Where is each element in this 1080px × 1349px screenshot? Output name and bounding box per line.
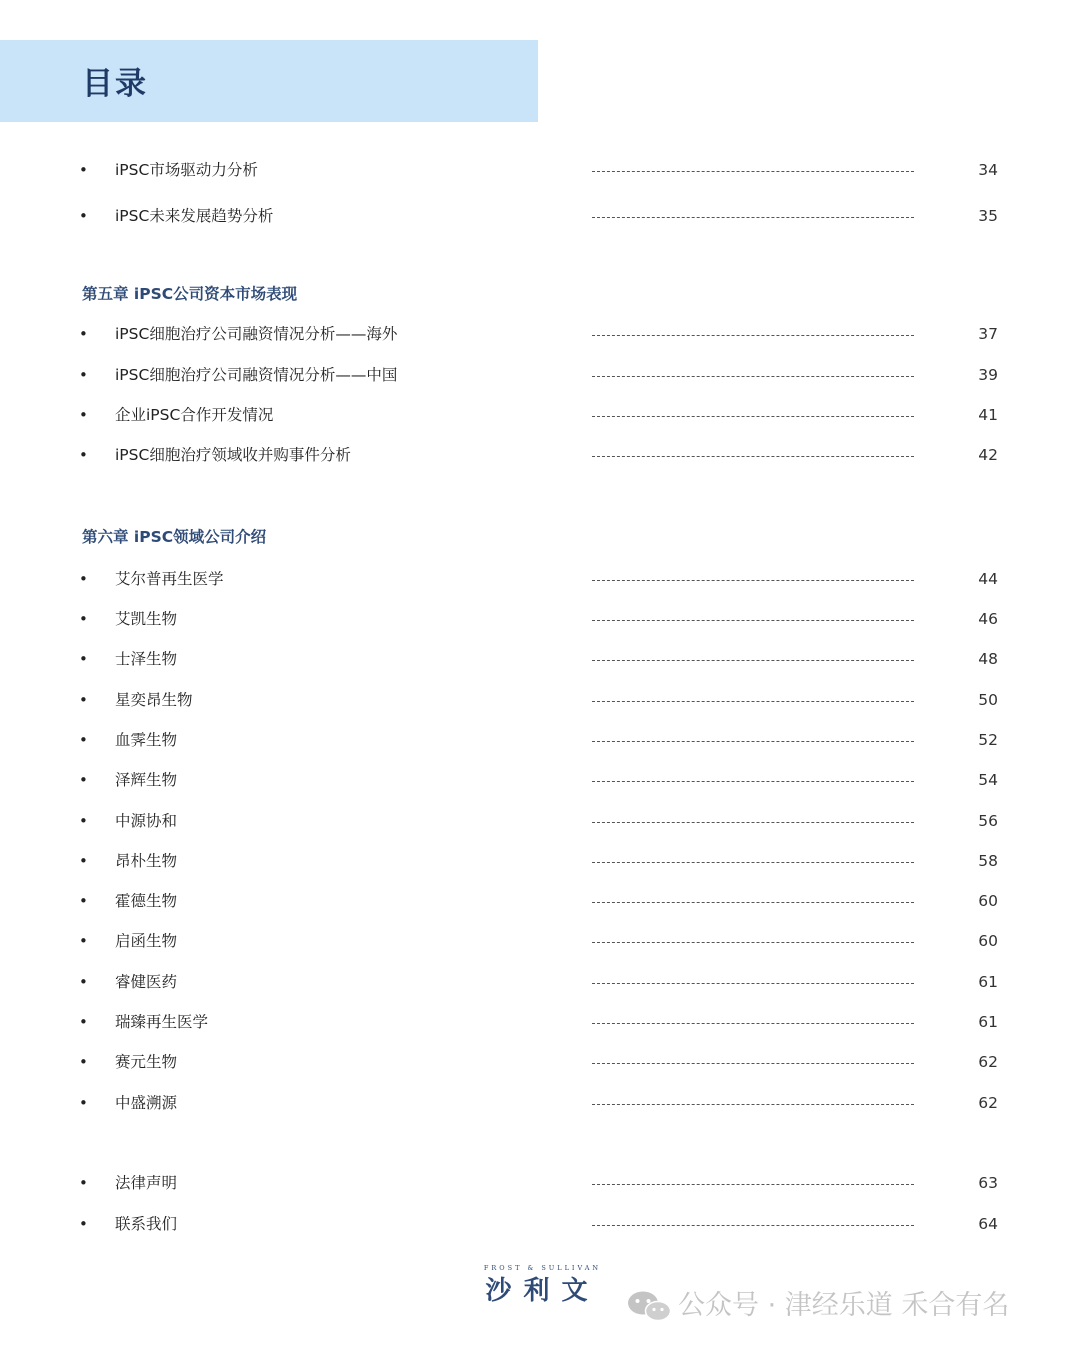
dotted-leader (592, 862, 914, 863)
dotted-leader (592, 416, 914, 417)
toc-entry-label: 昂朴生物 (115, 852, 178, 870)
logo-english: FROST & SULLIVAN (483, 1264, 602, 1272)
dotted-leader (592, 580, 914, 581)
toc-entry-page: 56 (978, 812, 998, 830)
dotted-leader (592, 1184, 914, 1185)
toc-entry[interactable] (0, 321, 1080, 347)
toc-entry-label: 联系我们 (115, 1215, 178, 1233)
bullet: • (79, 366, 88, 384)
toc-entry-page: 42 (978, 446, 998, 464)
toc-entry[interactable] (0, 1170, 1080, 1196)
bullet: • (79, 406, 88, 424)
toc-entry-page: 63 (978, 1174, 998, 1192)
bullet: • (79, 932, 88, 950)
dotted-leader (592, 1104, 914, 1105)
toc-entry-page: 50 (978, 691, 998, 709)
toc-entry[interactable] (0, 928, 1080, 954)
watermark-text: 公众号 · 津经乐道 禾合有名 (678, 1290, 1010, 1321)
page-title: 目录 (82, 66, 148, 102)
wechat-icon (626, 1290, 672, 1322)
toc-entry-page: 58 (978, 852, 998, 870)
toc-entry-label: 睿健医药 (115, 973, 178, 991)
toc-entry[interactable] (0, 808, 1080, 834)
toc-entry[interactable] (0, 1009, 1080, 1035)
toc-entry[interactable] (0, 402, 1080, 428)
bullet: • (79, 852, 88, 870)
toc-entry-label: 法律声明 (115, 1174, 178, 1192)
toc-entry-page: 41 (978, 406, 998, 424)
bullet: • (79, 691, 88, 709)
toc-entry-page: 64 (978, 1215, 998, 1233)
toc-entry-page: 54 (978, 771, 998, 789)
toc-entry-page: 37 (978, 325, 998, 343)
toc-entry-label: iPSC细胞治疗领域收并购事件分析 (115, 446, 351, 464)
toc-entry-page: 39 (978, 366, 998, 384)
toc-entry-page: 62 (978, 1094, 998, 1112)
toc-entry-page: 48 (978, 650, 998, 668)
chapter-heading: 第五章 iPSC公司资本市场表现 (82, 285, 298, 303)
toc-entry[interactable] (0, 888, 1080, 914)
bullet: • (79, 325, 88, 343)
dotted-leader (592, 1063, 914, 1064)
toc-entry[interactable] (0, 969, 1080, 995)
toc-entry-page: 44 (978, 570, 998, 588)
dotted-leader (592, 1023, 914, 1024)
bullet: • (79, 1094, 88, 1112)
dotted-leader (592, 456, 914, 457)
toc-entry-label: 启函生物 (115, 932, 178, 950)
dotted-leader (592, 1225, 914, 1226)
toc-entry-page: 52 (978, 731, 998, 749)
title-band (0, 40, 538, 122)
dotted-leader (592, 701, 914, 702)
toc-entry[interactable] (0, 727, 1080, 753)
toc-entry-page: 60 (978, 932, 998, 950)
dotted-leader (592, 620, 914, 621)
bullet: • (79, 1174, 88, 1192)
toc-entry-label: 中源协和 (115, 812, 178, 830)
bullet: • (79, 771, 88, 789)
bullet: • (79, 161, 88, 179)
toc-entry-label: 血霁生物 (115, 731, 178, 749)
dotted-leader (592, 335, 914, 336)
bullet: • (79, 892, 88, 910)
toc-entry[interactable] (0, 646, 1080, 672)
bullet: • (79, 570, 88, 588)
bullet: • (79, 446, 88, 464)
toc-entry-page: 61 (978, 973, 998, 991)
toc-entry-label: iPSC细胞治疗公司融资情况分析——中国 (115, 366, 398, 384)
dotted-leader (592, 942, 914, 943)
toc-entry-label: 士泽生物 (115, 650, 178, 668)
toc-entry-label: 泽辉生物 (115, 771, 178, 789)
logo-chinese: 沙利文 (485, 1276, 600, 1306)
dotted-leader (592, 217, 914, 218)
toc-entry-label: iPSC细胞治疗公司融资情况分析——海外 (115, 325, 398, 343)
toc-entry-page: 61 (978, 1013, 998, 1031)
bullet: • (79, 1053, 88, 1071)
bullet: • (79, 812, 88, 830)
bullet: • (79, 207, 88, 225)
toc-entry-label: iPSC市场驱动力分析 (115, 161, 258, 179)
toc-entry[interactable] (0, 362, 1080, 388)
bullet: • (79, 1013, 88, 1031)
toc-entry[interactable] (0, 767, 1080, 793)
toc-entry-page: 46 (978, 610, 998, 628)
bullet: • (79, 731, 88, 749)
toc-entry-page: 35 (978, 207, 998, 225)
toc-entry[interactable] (0, 566, 1080, 592)
toc-entry-label: 星奕昂生物 (115, 691, 193, 709)
toc-entry[interactable] (0, 1090, 1080, 1116)
toc-entry-label: 赛元生物 (115, 1053, 178, 1071)
toc-entry[interactable] (0, 848, 1080, 874)
toc-entry-label: 艾凯生物 (115, 610, 178, 628)
toc-entry-page: 60 (978, 892, 998, 910)
toc-entry[interactable] (0, 157, 1080, 183)
dotted-leader (592, 376, 914, 377)
toc-entry-page: 34 (978, 161, 998, 179)
bullet: • (79, 1215, 88, 1233)
toc-entry-label: 中盛溯源 (115, 1094, 178, 1112)
toc-entry[interactable] (0, 1049, 1080, 1075)
dotted-leader (592, 171, 914, 172)
toc-entry-label: 企业iPSC合作开发情况 (115, 406, 274, 424)
dotted-leader (592, 660, 914, 661)
bullet: • (79, 973, 88, 991)
chapter-heading: 第六章 iPSC领域公司介绍 (82, 528, 267, 546)
toc-entry[interactable] (0, 442, 1080, 468)
bullet: • (79, 650, 88, 668)
dotted-leader (592, 902, 914, 903)
dotted-leader (592, 781, 914, 782)
toc-entry-label: 艾尔普再生医学 (115, 570, 224, 588)
toc-entry[interactable] (0, 687, 1080, 713)
dotted-leader (592, 741, 914, 742)
toc-entry-label: 霍德生物 (115, 892, 178, 910)
dotted-leader (592, 822, 914, 823)
toc-entry[interactable] (0, 203, 1080, 229)
toc-entry[interactable] (0, 1211, 1080, 1237)
toc-entry-label: iPSC未来发展趋势分析 (115, 207, 274, 225)
toc-entry[interactable] (0, 606, 1080, 632)
frost-sullivan-logo (470, 1264, 615, 1314)
bullet: • (79, 610, 88, 628)
dotted-leader (592, 983, 914, 984)
toc-entry-label: 瑞臻再生医学 (115, 1013, 209, 1031)
toc-entry-page: 62 (978, 1053, 998, 1071)
